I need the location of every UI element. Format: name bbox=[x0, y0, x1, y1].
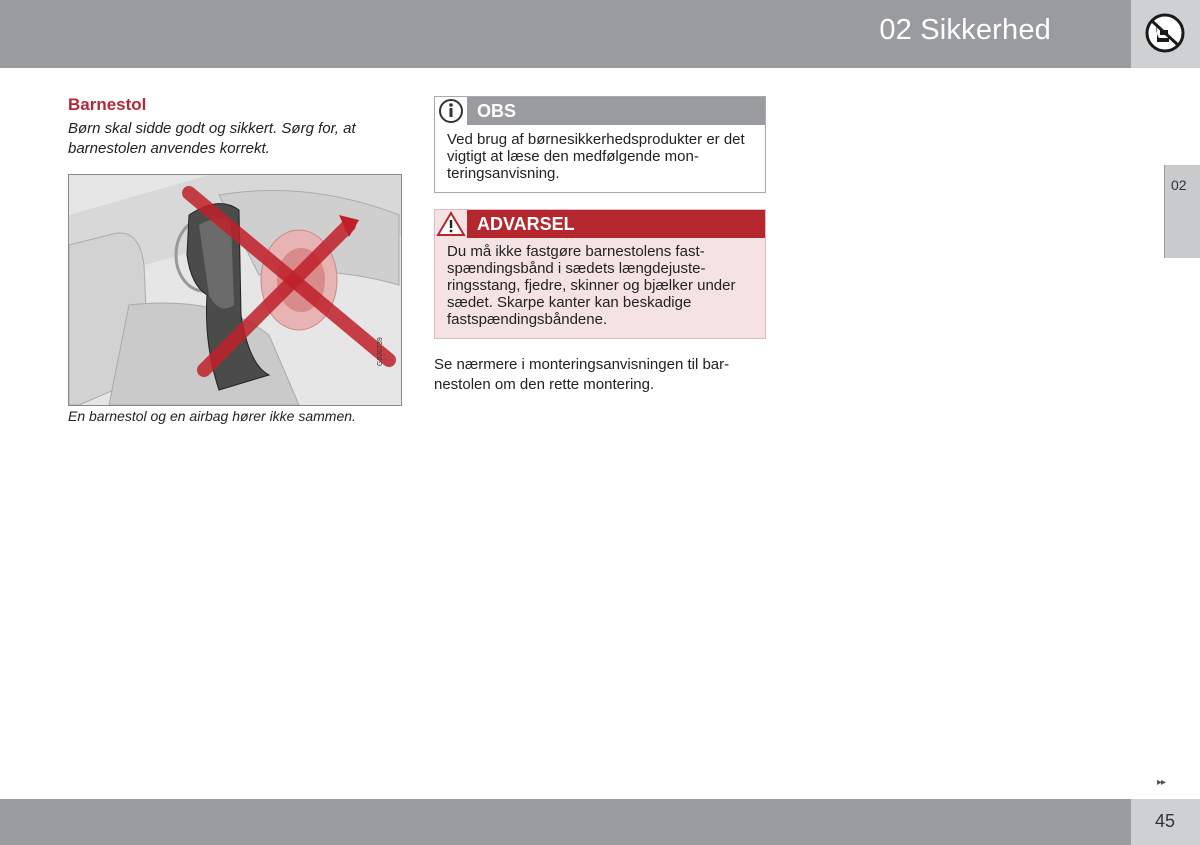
continue-arrows-icon: ▸▸ bbox=[1157, 777, 1166, 788]
info-icon bbox=[435, 97, 467, 125]
obs-header bbox=[435, 97, 765, 125]
obs-label: OBS bbox=[477, 101, 517, 121]
warning-text: Du må ikke fastgøre barnestolens fastspændingsbånd i sædets længdejusteringsstang, fjedre, skinner og bjælker under sædet. Skarpe kanter kan beskadige fastspændingsbåndene. bbox=[447, 243, 736, 328]
warning-header bbox=[435, 210, 765, 238]
chapter-title: 02 Sikkerhed bbox=[879, 14, 1051, 46]
chapter-side-tab[interactable] bbox=[1164, 165, 1200, 258]
no-child-seat-icon bbox=[1144, 12, 1186, 54]
obs-text: Ved brug af børnesikkerhedsprodukter er det vigtigt at læse den medfølgende monteringsanvisning. bbox=[447, 131, 745, 182]
footer-bar bbox=[0, 799, 1131, 845]
right-column bbox=[434, 96, 766, 395]
figure-code: G020739 bbox=[377, 337, 384, 366]
warning-triangle-icon bbox=[435, 210, 467, 238]
header-bar bbox=[0, 0, 1131, 68]
obs-box bbox=[434, 96, 766, 193]
figure-caption: En barnestol og en airbag hører ikke sammen. bbox=[68, 408, 356, 424]
left-column bbox=[68, 95, 402, 159]
section-title: Barnestol bbox=[68, 95, 147, 114]
child-seat-airbag-illustration bbox=[68, 174, 402, 406]
section-intro: Børn skal sidde godt og sikkert. Sørg for, at barnestolen anvendes korrekt. bbox=[68, 120, 356, 157]
warning-label: ADVARSEL bbox=[477, 214, 575, 234]
page-number: 45 bbox=[1155, 811, 1176, 831]
warning-box bbox=[434, 209, 766, 339]
header-icon-box bbox=[1131, 0, 1200, 68]
body-text: Se nærmere i monteringsanvisningen til barnestolen om den rette montering. bbox=[434, 356, 730, 393]
side-tab-label: 02 bbox=[1171, 177, 1187, 193]
